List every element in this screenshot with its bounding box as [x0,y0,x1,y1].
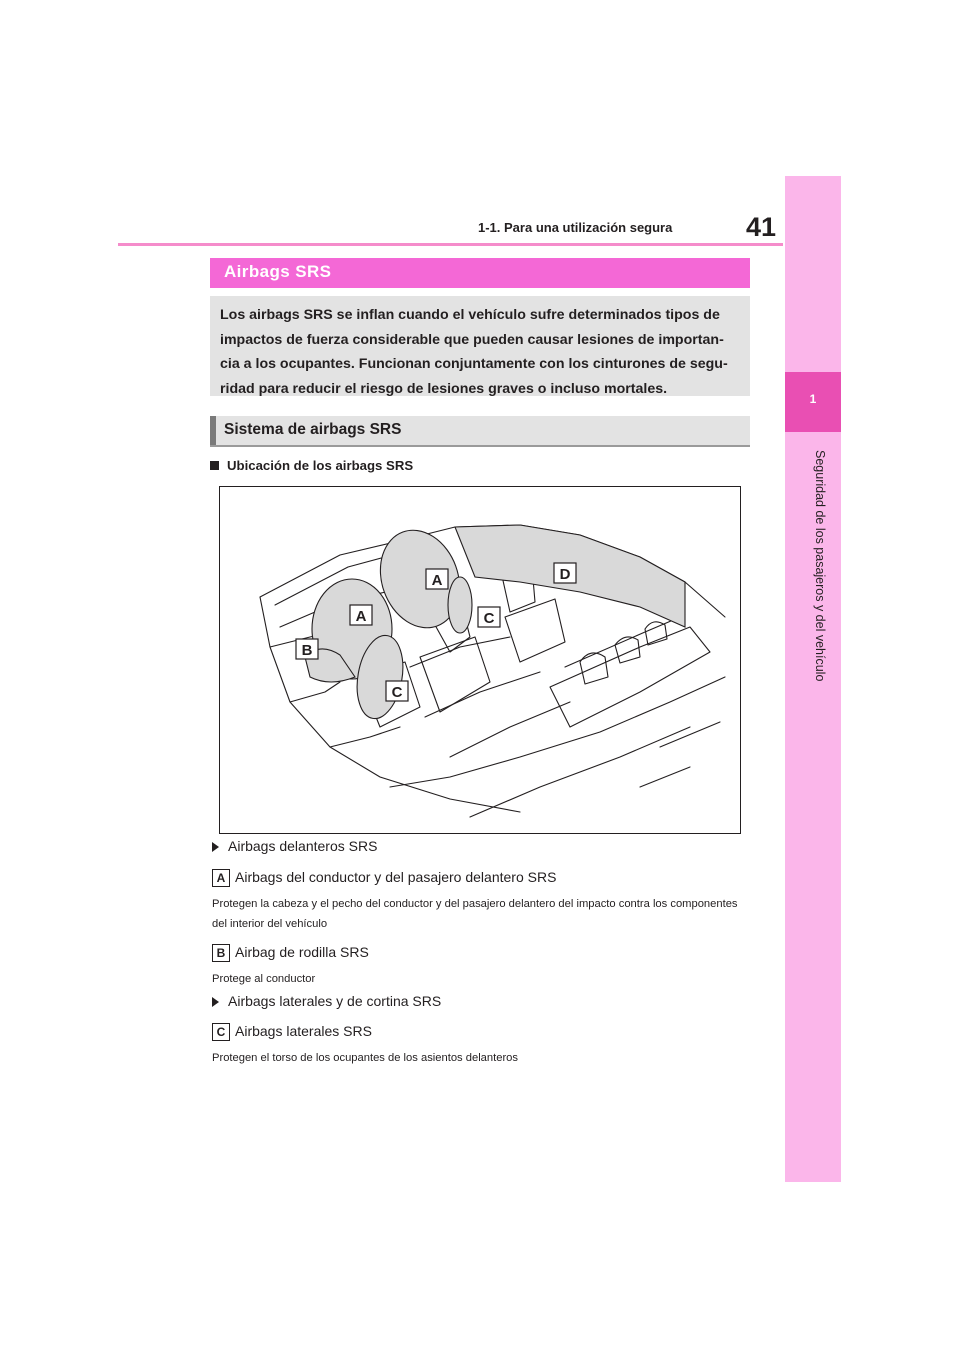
letter-badge-b: B [212,944,230,962]
triangle-arrow-icon [212,997,219,1007]
group-heading-side [212,993,441,1009]
airbag-location-figure [219,486,741,834]
page-number: 41 [746,212,777,242]
list-item-c-desc: Protegen el torso de los ocupantes de los asientos delanteros [212,1052,518,1064]
figure-label-a-passenger: A [431,572,443,589]
list-item-a-desc: Protegen la cabeza y el pecho del conductor y del pasajero delantero del impacto contra los componentes del interior del vehículo [212,898,738,930]
intro-box [210,296,750,396]
chapter-title: Seguridad de los pasajeros y del vehículo [813,450,827,682]
triangle-arrow-icon [212,842,219,852]
group-heading-front-text: Airbags delanteros SRS [228,838,378,854]
list-item-a [212,869,556,887]
list-item-a-label: Airbags del conductor y del pasajero delantero SRS [235,869,557,885]
figure-label-c-driver: C [391,684,403,701]
car-interior-illustration [220,487,740,833]
subtitle-accent [210,416,216,445]
list-item-b-label: Airbag de rodilla SRS [235,944,369,960]
list-item-b [212,944,369,962]
figure-label-c-passenger: C [483,610,495,627]
group-heading-side-text: Airbags laterales y de cortina SRS [228,993,442,1009]
letter-badge-a: A [212,869,230,887]
list-item-c-label: Airbags laterales SRS [235,1023,372,1039]
group-heading-front [212,838,377,854]
section-header: 1-1. Para una utilización segura [478,220,673,235]
figure-label-a-driver: A [355,608,367,625]
figure-label-d: D [559,566,571,583]
figure-label-b: B [301,642,313,659]
location-heading-text: Ubicación de los airbags SRS [227,458,414,473]
square-bullet-icon [210,461,219,470]
letter-badge-c: C [212,1023,230,1041]
list-item-c [212,1023,372,1041]
page-title: Airbags SRS [224,262,332,281]
subtitle: Sistema de airbags SRS [224,421,402,438]
list-item-b-desc: Protege al conductor [212,973,316,985]
location-heading [210,458,413,473]
intro-text: Los airbags SRS se inflan cuando el vehículo sufre determinados tipos de impactos de fuerza considerable que pueden causar lesiones de importan-cia a los ocupantes. Funcionan conjuntamente con los cinturones de segu-ridad para reducir el riesgo de lesiones graves o incluso mortales. [220,307,728,397]
chapter-number: 1 [809,392,817,406]
header-rule [118,243,783,246]
